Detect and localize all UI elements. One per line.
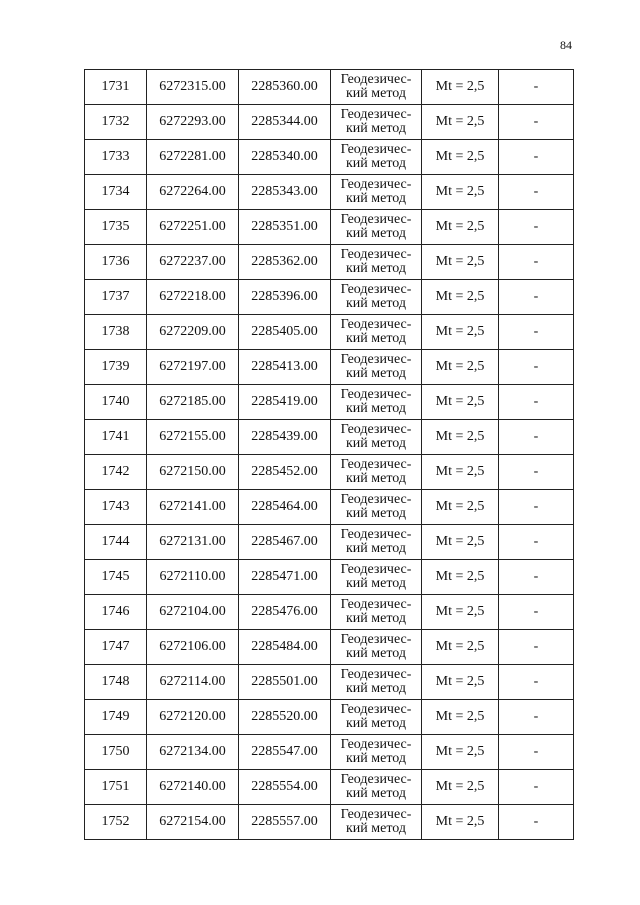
table-row — [85, 770, 574, 805]
accuracy-cell: Mt = 2,5 — [422, 385, 499, 420]
point-id-cell: 1738 — [85, 315, 147, 350]
method-cell — [331, 595, 422, 630]
note-cell: - — [499, 385, 574, 420]
note-cell: - — [499, 630, 574, 665]
method-line-2: кий метод — [345, 611, 406, 626]
method-cell — [331, 665, 422, 700]
table-row — [85, 210, 574, 245]
point-id-cell: 1746 — [85, 595, 147, 630]
table-row — [85, 280, 574, 315]
x-coordinate-cell: 6272197.00 — [147, 350, 239, 385]
table-row — [85, 735, 574, 770]
method-cell — [331, 245, 422, 280]
x-coordinate-cell: 6272185.00 — [147, 385, 239, 420]
note-cell: - — [499, 455, 574, 490]
method-line-1: Геодезичес- — [340, 702, 412, 717]
method-line-1: Геодезичес- — [340, 632, 412, 647]
note-cell: - — [499, 105, 574, 140]
method-cell — [331, 420, 422, 455]
accuracy-cell: Mt = 2,5 — [422, 630, 499, 665]
accuracy-cell: Mt = 2,5 — [422, 280, 499, 315]
method-cell — [331, 350, 422, 385]
y-coordinate-cell: 2285467.00 — [239, 525, 331, 560]
table-row — [85, 315, 574, 350]
accuracy-cell: Mt = 2,5 — [422, 420, 499, 455]
x-coordinate-cell: 6272114.00 — [147, 665, 239, 700]
note-cell: - — [499, 735, 574, 770]
x-coordinate-cell: 6272131.00 — [147, 525, 239, 560]
accuracy-cell: Mt = 2,5 — [422, 665, 499, 700]
method-line-2: кий метод — [345, 156, 406, 171]
point-id-cell: 1743 — [85, 490, 147, 525]
method-line-2: кий метод — [345, 506, 406, 521]
table-row — [85, 455, 574, 490]
point-id-cell: 1751 — [85, 770, 147, 805]
note-cell: - — [499, 665, 574, 700]
y-coordinate-cell: 2285351.00 — [239, 210, 331, 245]
y-coordinate-cell: 2285405.00 — [239, 315, 331, 350]
method-line-1: Геодезичес- — [340, 562, 412, 577]
y-coordinate-cell: 2285464.00 — [239, 490, 331, 525]
method-line-2: кий метод — [345, 576, 406, 591]
note-cell: - — [499, 315, 574, 350]
table-row — [85, 805, 574, 840]
method-cell — [331, 700, 422, 735]
method-line-2: кий метод — [345, 471, 406, 486]
method-line-2: кий метод — [345, 541, 406, 556]
x-coordinate-cell: 6272237.00 — [147, 245, 239, 280]
table-row — [85, 245, 574, 280]
point-id-cell: 1750 — [85, 735, 147, 770]
method-line-2: кий метод — [345, 821, 406, 836]
point-id-cell: 1739 — [85, 350, 147, 385]
note-cell: - — [499, 560, 574, 595]
table-row — [85, 420, 574, 455]
note-cell: - — [499, 770, 574, 805]
point-id-cell: 1747 — [85, 630, 147, 665]
method-cell — [331, 140, 422, 175]
method-cell — [331, 490, 422, 525]
y-coordinate-cell: 2285419.00 — [239, 385, 331, 420]
method-cell — [331, 280, 422, 315]
method-cell — [331, 210, 422, 245]
accuracy-cell: Mt = 2,5 — [422, 805, 499, 840]
point-id-cell: 1745 — [85, 560, 147, 595]
note-cell: - — [499, 70, 574, 105]
page-number: 84 — [560, 38, 572, 52]
method-line-1: Геодезичес- — [340, 212, 412, 227]
accuracy-cell: Mt = 2,5 — [422, 560, 499, 595]
note-cell: - — [499, 525, 574, 560]
accuracy-cell: Mt = 2,5 — [422, 735, 499, 770]
method-line-1: Геодезичес- — [340, 317, 412, 332]
method-line-2: кий метод — [345, 436, 406, 451]
y-coordinate-cell: 2285344.00 — [239, 105, 331, 140]
x-coordinate-cell: 6272155.00 — [147, 420, 239, 455]
table-row — [85, 525, 574, 560]
note-cell: - — [499, 420, 574, 455]
note-cell: - — [499, 700, 574, 735]
x-coordinate-cell: 6272293.00 — [147, 105, 239, 140]
y-coordinate-cell: 2285360.00 — [239, 70, 331, 105]
method-line-1: Геодезичес- — [340, 492, 412, 507]
x-coordinate-cell: 6272110.00 — [147, 560, 239, 595]
accuracy-cell: Mt = 2,5 — [422, 455, 499, 490]
method-cell — [331, 455, 422, 490]
table-row — [85, 385, 574, 420]
y-coordinate-cell: 2285484.00 — [239, 630, 331, 665]
method-line-1: Геодезичес- — [340, 177, 412, 192]
x-coordinate-cell: 6272120.00 — [147, 700, 239, 735]
method-line-2: кий метод — [345, 366, 406, 381]
accuracy-cell: Mt = 2,5 — [422, 700, 499, 735]
method-cell — [331, 805, 422, 840]
method-line-1: Геодезичес- — [340, 107, 412, 122]
method-line-2: кий метод — [345, 121, 406, 136]
method-line-2: кий метод — [345, 646, 406, 661]
point-id-cell: 1735 — [85, 210, 147, 245]
point-id-cell: 1740 — [85, 385, 147, 420]
method-cell — [331, 770, 422, 805]
table-row — [85, 350, 574, 385]
x-coordinate-cell: 6272209.00 — [147, 315, 239, 350]
accuracy-cell: Mt = 2,5 — [422, 105, 499, 140]
point-id-cell: 1736 — [85, 245, 147, 280]
coordinates-table — [84, 69, 574, 840]
x-coordinate-cell: 6272134.00 — [147, 735, 239, 770]
method-line-1: Геодезичес- — [340, 422, 412, 437]
method-cell — [331, 525, 422, 560]
y-coordinate-cell: 2285520.00 — [239, 700, 331, 735]
x-coordinate-cell: 6272140.00 — [147, 770, 239, 805]
table-row — [85, 595, 574, 630]
table-row — [85, 700, 574, 735]
method-line-2: кий метод — [345, 86, 406, 101]
accuracy-cell: Mt = 2,5 — [422, 525, 499, 560]
point-id-cell: 1734 — [85, 175, 147, 210]
method-line-1: Геодезичес- — [340, 247, 412, 262]
method-line-2: кий метод — [345, 191, 406, 206]
note-cell: - — [499, 140, 574, 175]
method-line-2: кий метод — [345, 261, 406, 276]
accuracy-cell: Mt = 2,5 — [422, 350, 499, 385]
point-id-cell: 1742 — [85, 455, 147, 490]
x-coordinate-cell: 6272104.00 — [147, 595, 239, 630]
method-line-2: кий метод — [345, 681, 406, 696]
method-cell — [331, 735, 422, 770]
y-coordinate-cell: 2285396.00 — [239, 280, 331, 315]
method-line-2: кий метод — [345, 401, 406, 416]
point-id-cell: 1744 — [85, 525, 147, 560]
table-body — [85, 70, 574, 840]
table-row — [85, 630, 574, 665]
x-coordinate-cell: 6272264.00 — [147, 175, 239, 210]
accuracy-cell: Mt = 2,5 — [422, 770, 499, 805]
accuracy-cell: Mt = 2,5 — [422, 210, 499, 245]
method-line-2: кий метод — [345, 786, 406, 801]
y-coordinate-cell: 2285471.00 — [239, 560, 331, 595]
note-cell: - — [499, 280, 574, 315]
method-cell — [331, 560, 422, 595]
note-cell: - — [499, 245, 574, 280]
x-coordinate-cell: 6272251.00 — [147, 210, 239, 245]
point-id-cell: 1749 — [85, 700, 147, 735]
table-row — [85, 560, 574, 595]
method-cell — [331, 105, 422, 140]
note-cell: - — [499, 350, 574, 385]
method-line-1: Геодезичес- — [340, 667, 412, 682]
y-coordinate-cell: 2285343.00 — [239, 175, 331, 210]
y-coordinate-cell: 2285501.00 — [239, 665, 331, 700]
point-id-cell: 1748 — [85, 665, 147, 700]
y-coordinate-cell: 2285340.00 — [239, 140, 331, 175]
point-id-cell: 1732 — [85, 105, 147, 140]
accuracy-cell: Mt = 2,5 — [422, 315, 499, 350]
method-line-1: Геодезичес- — [340, 772, 412, 787]
method-line-1: Геодезичес- — [340, 737, 412, 752]
note-cell: - — [499, 210, 574, 245]
note-cell: - — [499, 175, 574, 210]
method-line-1: Геодезичес- — [340, 597, 412, 612]
x-coordinate-cell: 6272106.00 — [147, 630, 239, 665]
method-cell — [331, 630, 422, 665]
method-line-2: кий метод — [345, 331, 406, 346]
method-cell — [331, 175, 422, 210]
table-row — [85, 175, 574, 210]
method-line-2: кий метод — [345, 226, 406, 241]
point-id-cell: 1731 — [85, 70, 147, 105]
y-coordinate-cell: 2285439.00 — [239, 420, 331, 455]
x-coordinate-cell: 6272218.00 — [147, 280, 239, 315]
note-cell: - — [499, 595, 574, 630]
method-cell — [331, 315, 422, 350]
method-line-1: Геодезичес- — [340, 457, 412, 472]
x-coordinate-cell: 6272154.00 — [147, 805, 239, 840]
note-cell: - — [499, 805, 574, 840]
table-row — [85, 665, 574, 700]
point-id-cell: 1733 — [85, 140, 147, 175]
method-line-2: кий метод — [345, 716, 406, 731]
method-line-2: кий метод — [345, 751, 406, 766]
x-coordinate-cell: 6272150.00 — [147, 455, 239, 490]
table-row — [85, 490, 574, 525]
y-coordinate-cell: 2285476.00 — [239, 595, 331, 630]
method-line-1: Геодезичес- — [340, 282, 412, 297]
x-coordinate-cell: 6272141.00 — [147, 490, 239, 525]
point-id-cell: 1737 — [85, 280, 147, 315]
y-coordinate-cell: 2285547.00 — [239, 735, 331, 770]
point-id-cell: 1752 — [85, 805, 147, 840]
table-row — [85, 140, 574, 175]
method-line-1: Геодезичес- — [340, 72, 412, 87]
method-line-1: Геодезичес- — [340, 527, 412, 542]
point-id-cell: 1741 — [85, 420, 147, 455]
y-coordinate-cell: 2285413.00 — [239, 350, 331, 385]
table-row — [85, 105, 574, 140]
y-coordinate-cell: 2285452.00 — [239, 455, 331, 490]
accuracy-cell: Mt = 2,5 — [422, 490, 499, 525]
table-row — [85, 70, 574, 105]
x-coordinate-cell: 6272281.00 — [147, 140, 239, 175]
y-coordinate-cell: 2285362.00 — [239, 245, 331, 280]
y-coordinate-cell: 2285554.00 — [239, 770, 331, 805]
method-line-1: Геодезичес- — [340, 807, 412, 822]
accuracy-cell: Mt = 2,5 — [422, 245, 499, 280]
method-line-1: Геодезичес- — [340, 387, 412, 402]
accuracy-cell: Mt = 2,5 — [422, 140, 499, 175]
method-line-2: кий метод — [345, 296, 406, 311]
x-coordinate-cell: 6272315.00 — [147, 70, 239, 105]
accuracy-cell: Mt = 2,5 — [422, 70, 499, 105]
y-coordinate-cell: 2285557.00 — [239, 805, 331, 840]
method-cell — [331, 385, 422, 420]
method-cell — [331, 70, 422, 105]
accuracy-cell: Mt = 2,5 — [422, 595, 499, 630]
accuracy-cell: Mt = 2,5 — [422, 175, 499, 210]
method-line-1: Геодезичес- — [340, 352, 412, 367]
method-line-1: Геодезичес- — [340, 142, 412, 157]
note-cell: - — [499, 490, 574, 525]
